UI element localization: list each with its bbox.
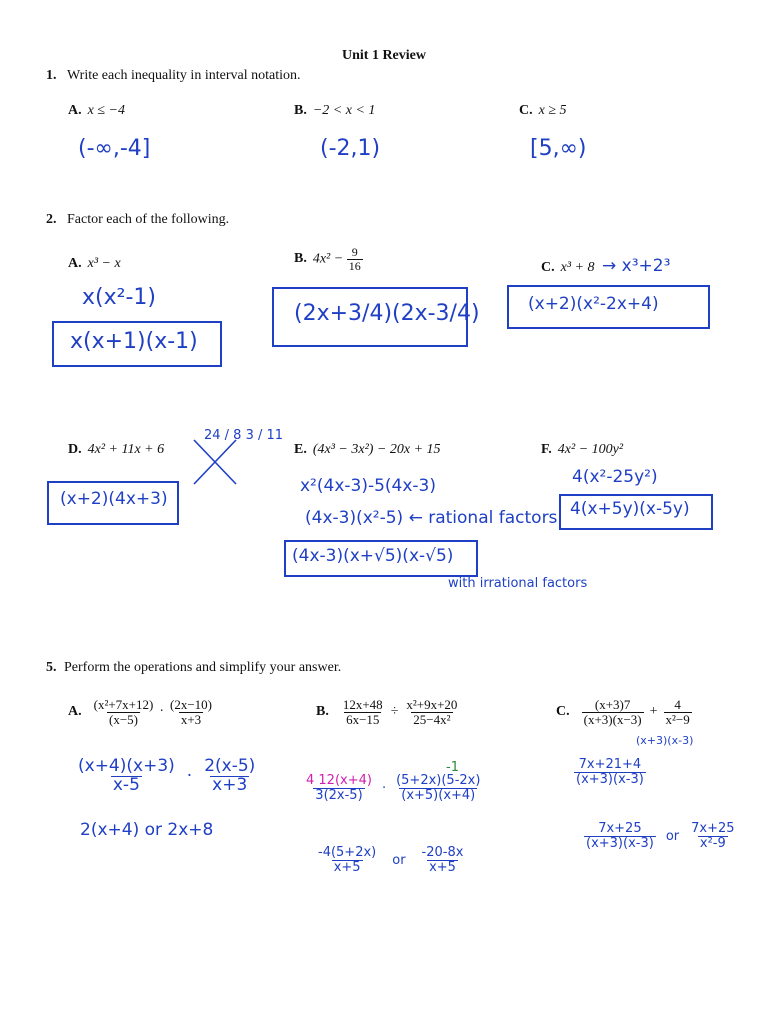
q2-a-work: x(x²-1) xyxy=(82,285,156,310)
q2-a-expr: x³ − x xyxy=(87,256,121,271)
q1-c-label: C. xyxy=(519,103,533,118)
q2-b-frac-num: 9 xyxy=(351,245,358,259)
q2-b-fraction xyxy=(347,246,363,272)
q2-b-label: B. xyxy=(294,251,307,267)
q5-a-f1-num: (x²+7x+12) xyxy=(93,697,154,712)
question-5-number: 5. xyxy=(46,660,57,675)
q2-f-answer: 4(x+5y)(x-5y) xyxy=(570,499,690,519)
q2-d-answer: (x+2)(4x+3) xyxy=(60,489,168,509)
q5-c-ans2-num: 7x+25 xyxy=(691,821,735,836)
q5-c-label: C. xyxy=(556,704,570,720)
q2-d-work-text: 24 / 8 3 / 11 xyxy=(204,428,284,443)
q5-a-work-num-2: 2(x-5) xyxy=(204,756,256,776)
q5-a-fraction-2 xyxy=(168,698,214,726)
q2-f-expr: 4x² − 100y² xyxy=(557,442,624,457)
q5-part-c xyxy=(556,698,692,726)
q2-a-answer: x(x+1)(x-1) xyxy=(70,329,198,354)
q2-part-f xyxy=(541,442,623,458)
q5-c-work-fraction xyxy=(574,758,646,786)
q1-c-expr: x ≥ 5 xyxy=(538,103,567,118)
q5-b-work-den-1: 3(2x-5) xyxy=(315,787,363,803)
q1-b-expr: −2 < x < 1 xyxy=(312,103,376,118)
q2-part-d xyxy=(68,442,164,458)
q5-c-den-note: (x+3)(x-3) xyxy=(636,734,694,747)
q2-e-note: with irrational factors xyxy=(448,576,588,591)
q5-b-work-num-2: (5+2x)(5-2x) xyxy=(396,773,481,788)
q5-b-ans2-den: x+5 xyxy=(429,859,456,875)
q5-b-ans1-num: -4(5+2x) xyxy=(318,845,377,860)
q5-a-f1-den: (x−5) xyxy=(108,711,138,727)
q5-b-work xyxy=(304,774,482,802)
q5-c-work-num: 7x+21+4 xyxy=(578,757,642,772)
q2-a-label: A. xyxy=(68,256,82,271)
q5-a-work-operator: · xyxy=(186,766,193,787)
q5-c-f1-den: (x+3)(x−3) xyxy=(583,711,642,727)
q5-b-operator: ÷ xyxy=(390,704,399,720)
q5-b-ans2-num: -20-8x xyxy=(421,845,464,860)
q5-b-f2-den: 25−4x² xyxy=(413,711,451,727)
q1-part-c xyxy=(519,103,567,119)
q5-c-work-den: (x+3)(x-3) xyxy=(576,771,644,787)
q2-part-a xyxy=(68,256,121,272)
q5-c-f1-num: (x+3)7 xyxy=(594,697,631,712)
q5-a-label: A. xyxy=(68,704,82,720)
q2-e-work-1: x²(4x-3)-5(4x-3) xyxy=(300,476,437,496)
q5-c-fraction-2 xyxy=(664,698,692,726)
q5-b-f1-den: 6x−15 xyxy=(346,711,380,727)
q5-c-fraction-1 xyxy=(582,698,644,726)
q5-a-work-den-1: x-5 xyxy=(112,774,140,795)
q5-c-answer-fraction-1 xyxy=(584,822,656,850)
q2-b-expr: 4x² − xyxy=(312,251,344,267)
q5-b-work-den-2: (x+5)(x+4) xyxy=(401,787,476,803)
q1-part-a xyxy=(68,103,125,119)
q2-e-work-2: (4x-3)(x²-5) ← rational factors xyxy=(305,508,558,528)
q5-b-work-mark: -1 xyxy=(446,760,459,775)
q5-b-answer-or: or xyxy=(392,852,406,868)
q2-part-b xyxy=(294,246,363,272)
q2-d-work xyxy=(188,428,284,492)
q2-f-label: F. xyxy=(541,442,552,457)
question-5-text: Perform the operations and simplify your answer. xyxy=(64,660,342,675)
q2-c-expr: x³ + 8 xyxy=(560,260,595,275)
question-2-number: 2. xyxy=(46,212,57,227)
q5-b-f1-num: 12x+48 xyxy=(342,697,383,712)
q2-e-label: E. xyxy=(294,442,307,457)
q5-b-f2-num: x²+9x+20 xyxy=(406,697,458,712)
q5-a-work xyxy=(76,758,257,795)
q5-b-work-fraction-2 xyxy=(394,774,482,802)
q5-c-ans1-den: (x+3)(x-3) xyxy=(586,835,654,851)
q1-b-answer: (-2,1) xyxy=(320,136,381,161)
q5-b-label: B. xyxy=(316,704,329,720)
q5-c-answer xyxy=(584,822,737,850)
q5-a-work-fraction-1 xyxy=(76,758,177,795)
q5-a-work-fraction-2 xyxy=(202,758,257,795)
q5-part-a xyxy=(68,698,214,726)
q5-c-f2-num: 4 xyxy=(674,697,681,712)
q5-b-answer-fraction-1 xyxy=(316,846,378,874)
q5-a-work-num-1: (x+4)(x+3) xyxy=(78,756,175,776)
q2-f-work: 4(x²-25y²) xyxy=(572,467,658,487)
q5-c-answer-fraction-2 xyxy=(689,822,736,850)
q5-a-fraction-1 xyxy=(92,698,156,726)
q5-b-work-fraction-1 xyxy=(304,774,374,802)
question-2-text: Factor each of the following. xyxy=(67,212,230,227)
q5-b-answer-fraction-2 xyxy=(420,846,466,874)
q5-a-f2-num: (2x−10) xyxy=(170,697,213,712)
q2-c-work: → x³+2³ xyxy=(601,256,671,276)
q5-c-answer-or: or xyxy=(665,828,680,844)
q5-b-work-operator: · xyxy=(381,780,387,796)
q5-a-work-den-2: x+3 xyxy=(212,774,248,795)
q5-c-work xyxy=(574,758,646,786)
q2-e-answer: (4x-3)(x+√5)(x-√5) xyxy=(292,546,454,566)
q5-c-ans2-den: x²-9 xyxy=(699,835,726,851)
q1-a-expr: x ≤ −4 xyxy=(87,103,125,118)
q5-a-operator: · xyxy=(159,704,165,720)
q5-b-ans1-den: x+5 xyxy=(333,859,361,875)
q2-d-label: D. xyxy=(68,442,82,457)
q2-b-answer: (2x+3/4)(2x-3/4) xyxy=(294,301,480,326)
q1-b-label: B. xyxy=(294,103,307,118)
question-1-text: Write each inequality in interval notation. xyxy=(67,68,301,83)
q5-c-f2-den: x²−9 xyxy=(665,711,690,727)
q5-part-b xyxy=(316,698,459,726)
q5-c-operator: + xyxy=(649,704,658,720)
q1-a-answer: (-∞,-4] xyxy=(78,136,151,161)
question-1-number: 1. xyxy=(46,68,57,83)
q5-b-fraction-1 xyxy=(341,698,385,726)
q2-d-expr: 4x² + 11x + 6 xyxy=(87,442,165,457)
q1-part-b xyxy=(294,103,375,119)
q2-part-c xyxy=(541,256,670,276)
q1-c-answer: [5,∞) xyxy=(530,136,587,161)
q2-part-e xyxy=(294,442,441,458)
q2-c-answer: (x+2)(x²-2x+4) xyxy=(528,294,659,314)
q5-b-fraction-2 xyxy=(404,698,459,726)
q2-e-expr: (4x³ − 3x²) − 20x + 15 xyxy=(312,442,441,457)
q1-a-label: A. xyxy=(68,103,82,118)
q5-c-ans1-num: 7x+25 xyxy=(598,821,642,836)
q5-b-answer xyxy=(316,846,465,874)
q5-b-work-num-1: 4 12(x+4) xyxy=(306,773,372,788)
q5-a-answer: 2(x+4) or 2x+8 xyxy=(80,820,214,840)
page-title: Unit 1 Review xyxy=(342,48,426,63)
q2-c-label: C. xyxy=(541,260,555,275)
q5-a-f2-den: x+3 xyxy=(180,711,202,727)
q2-b-frac-den: 16 xyxy=(348,258,361,273)
